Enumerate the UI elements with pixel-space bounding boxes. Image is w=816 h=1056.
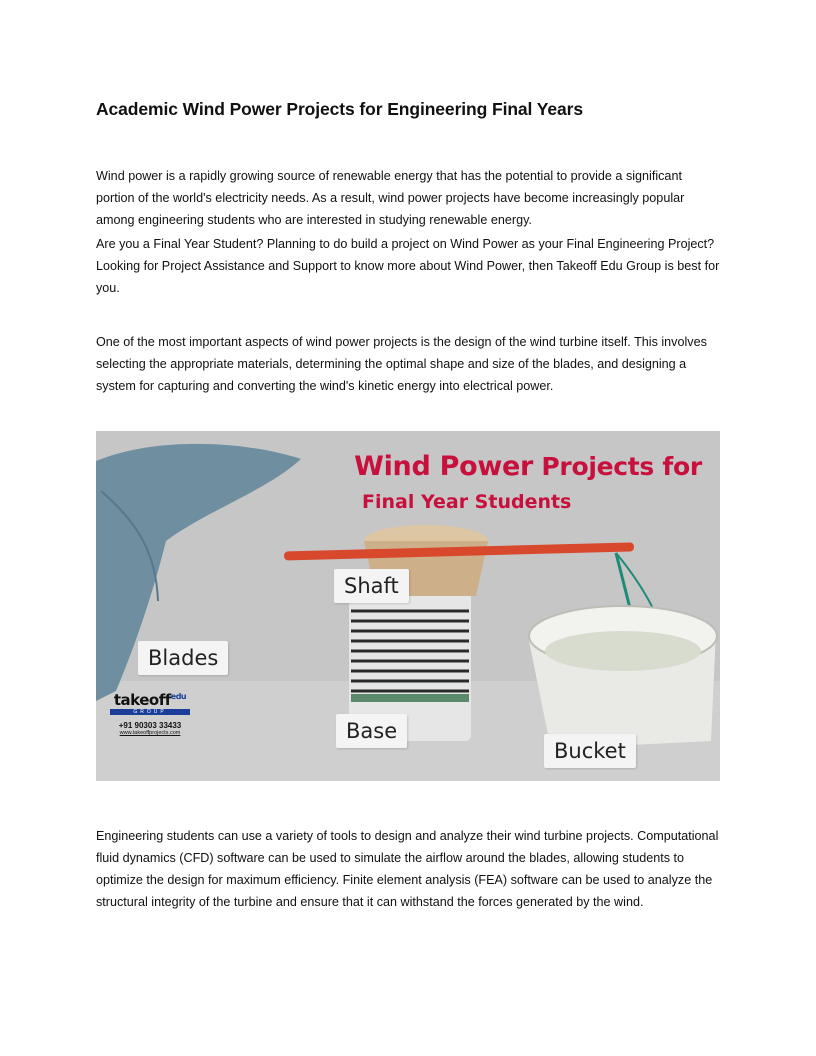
logo-brand <box>106 691 194 709</box>
label-base: Base <box>336 714 407 748</box>
logo-phone: +91 90303 33433 <box>118 721 182 730</box>
label-blades: Blades <box>138 641 228 675</box>
bucket-water <box>545 631 701 671</box>
logo-brand-name: takeoff <box>113 691 171 709</box>
takeoff-logo <box>106 691 194 736</box>
base-cup-band <box>351 694 469 702</box>
figure-title-rest: Projects for <box>533 452 702 481</box>
paragraph-intro: Wind power is a rapidly growing source of renewable energy that has the potential to provide a significant portion of the world's electricity needs. As a result, wind power projects have become increasingly popular among engineering students who are interested in studying renewable energy. <box>96 169 685 227</box>
paragraph-promo: Are you a Final Year Student? Planning to do build a project on Wind Power as your Final Engineering Project? Looking for Project Assistance and Support to know more about Wind Power, then Takeoff Edu Group is best for you. <box>96 237 720 295</box>
label-shaft: Shaft <box>334 569 409 603</box>
label-bucket: Bucket <box>544 734 636 768</box>
logo-brand-suffix: edu <box>170 692 187 701</box>
logo-group-bar: GROUP <box>110 709 190 715</box>
figure-title-emphasis: Wind Power <box>354 451 533 482</box>
figure-title-line2: Final Year Students <box>362 491 572 513</box>
paragraph-tools: Engineering students can use a variety of tools to design and analyze their wind turbine projects. Computational fluid dynamics (CFD) software can be used to simulate the airflow around the blades, allowing students to optimize the design for maximum efficiency. Finite element analysis (FEA) software can be used to analyze the structural integrity of the turbine and ensure that it can withstand the forces generated by the wind. <box>96 829 719 909</box>
paragraph-design: One of the most important aspects of wind power projects is the design of the wind turbine itself. This involves selecting the appropriate materials, determining the optimal shape and size of the blades, and designing a system for capturing and converting the wind's kinetic energy into electrical power. <box>96 335 707 393</box>
logo-url: www.takeoffprojects.com <box>119 730 181 736</box>
document-title: Academic Wind Power Projects for Engineering Final Years <box>96 99 583 119</box>
figure-title-line1 <box>96 451 720 482</box>
wind-turbine-figure <box>96 431 720 781</box>
